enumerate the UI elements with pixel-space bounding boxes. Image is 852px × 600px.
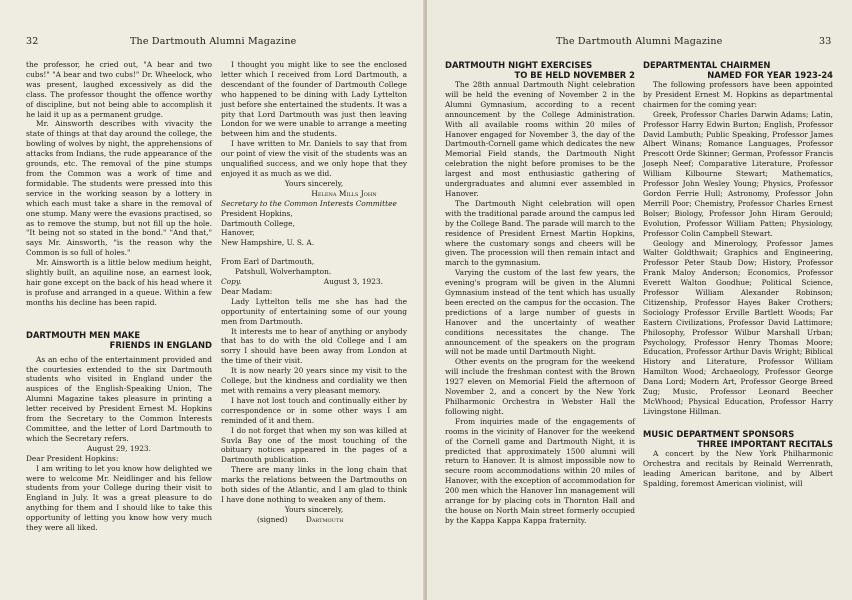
article-heading-departmental-chairmen <box>643 60 833 80</box>
page-number-left: 32 <box>26 36 39 47</box>
heading-line: THREE IMPORTANT RECITALS <box>697 438 833 449</box>
letter-closing: Yours sincerely, <box>284 504 344 514</box>
heading-line: TO BE HELD NOVEMBER 2 <box>514 70 635 80</box>
paragraph: Varying the custom of the last few years, the evening's program will be given in the Alumni Gymnasium instead of the tent which has usually been erected on the campus for the occasion. The predictions of a large number of guests in Hanover and the uncertainty of weather conditions necessitates the change. The announcement of the speakers on the program will not be made until Dartmouth Night. <box>445 268 635 357</box>
heading-line: DEPARTMENTAL CHAIRMEN <box>643 60 771 70</box>
paragraph: I have written to Mr. Daniels to say that from our point of view the visit of the students was an unqualified success, and we only hope that they enjoyed it as much as we did. <box>221 139 407 178</box>
paragraph: It interests me to hear of anything or anybody that has to do with the old College and I am sorry I should have been away from London at the time of their visit. <box>221 326 407 366</box>
paragraph: The 28th annual Dartmouth Night celebration will be held the evening of November 2 in the Alumni Gymnasium, according to a recent announcement by the College Administration. With all available rooms within 20 miles of Hanover engaged for November 3, the day of the Dartmouth-Cornell game which dedicates the new Memorial Field stands, the Dartmouth Night celebration the night before promises to be the largest and most enthusiastic gathering of undergraduates and alumni ever assembled in Hanover. <box>445 80 635 198</box>
letter-date: August 3, 1923. <box>323 277 383 287</box>
address-line: New Hampshire, U. S. A. <box>221 238 315 248</box>
right-column-1 <box>445 60 635 526</box>
letter-salutation: Dear Madam: <box>221 286 273 296</box>
address-line: President Hopkins, <box>221 208 293 218</box>
letter-signer: Helena Mills John <box>311 188 377 198</box>
paragraph: I have not lost touch and continually either by correspondence or in some other ways I am reminded of it and them. <box>221 395 407 425</box>
paragraph: The following professors have been appointed by President Ernest M. Hopkins as departmental chairmen for the coming year: <box>643 80 833 109</box>
left-column-2 <box>221 60 407 525</box>
page-number-right: 33 <box>819 36 832 47</box>
paragraph: Mr. Ainsworth is a little below medium height, slightly built, an aquiline nose, an earnest look, hair gone except on the back of his head where it is profuse and arranged in a queue. Within a few months his decline has been rapid. <box>26 258 212 307</box>
copy-date-line <box>221 277 407 287</box>
signed-label: (signed) <box>257 514 288 524</box>
paragraph: It is now nearly 20 years since my visit to the College, but the kindness and cordiality we then met with remains a very pleasant memory. <box>221 366 407 395</box>
paragraph: Lady Lyttelton tells me she has had the opportunity of entertaining some of our young men from Dartmouth. <box>221 296 407 326</box>
heading-line: NAMED FOR YEAR 1923-24 <box>707 70 833 80</box>
paragraph: Geology and Minerology, Professor James Walter Goldthwait; Graphics and Engineering, Professor Peter Staub Dow; History, Professor Frank Maloy Anderson; Economics, Professor Everett Walton Goodhue; Political Science, Professor William Alexander Robinson; Citizenship, Professor Hayes Baker Crothers; Sociology Professor Erville Bartlett Woods; Far Eastern Civilizations, Professor David Lattimore; Philosophy, Professor Wilbur Marshall Urban; Psychology, Professor Henry Thomas Moore; Education, Professor Arthur Davis Wright; Biblical History and Literature, Professor William Hamilton Wood; Archaeology, Professor George Dana Lord; Modern Art, Professor George Breed Zug; Music, Professor Leonard Beecher McWhood; Physical Education, Professor Harry Livingstone Hillman. <box>643 238 833 416</box>
paragraph: I am writing to let you know how delighted we were to welcome Mr. Neidlinger and his fellow students from your College during their visit to England in July. It was a great pleasure to do anything for them and I should like to take this opportunity of letting you know how very much they were all liked. <box>26 463 212 533</box>
paragraph: There are many links in the long chain that marks the relations between the Dartmouths on both sides of the Atlantic, and I am glad to think I have done nothing to weaken any of them. <box>221 465 407 504</box>
paragraph: As an echo of the entertainment provided and the courtesies extended to the six Dartmouth students who visited in England under the auspices of the English-Speaking Union, The Alumni Magazine takes pleasure in printing a letter received by President Ernest M. Hopkins from the Secretary to the Common Interests Committee, and the letter of Lord Dartmouth to which the Secretary refers. <box>26 354 212 443</box>
from-line: Patshull, Wolverhampton. <box>235 267 332 277</box>
running-title-right: The Dartmouth Alumni Magazine <box>556 36 723 47</box>
paragraph: Greek, Professor Charles Darwin Adams; Latin, Professor Harry Edwin Burton; English, Professor David Lambuth; Public Speaking, Professor James Albert Winans; Romance Languages, Professor Prescott Orde Skinner; German, Professor Francis Joseph Neef; Comparative Literature, Professor William Kilbourne Stewart; Mathematics, Professor John Wesley Young; Physics, Professor Gordon Ferrie Hull; Astronomy, Professor John Merrill Poor; Chemistry, Professor Charles Ernest Bolser; Biology, Professor John Hiram Gerould; Evolution, Professor William Patten; Physiology, Professor Colin Campbell Stewart. <box>643 109 833 238</box>
heading-line: MUSIC DEPARTMENT SPONSORS <box>643 428 795 439</box>
heading-line: FRIENDS IN ENGLAND <box>109 339 212 350</box>
signer-title: Secretary to the Common Interests Committee <box>221 198 397 208</box>
from-line: From Earl of Dartmouth, <box>221 257 315 267</box>
paragraph: The Dartmouth Night celebration will open with the traditional parade around the campus led by the College Band. The parade will march to the residence of President Ernest Martin Hopkins, where the customary songs and cheers will be given. The procession will then remain intact and march to the gymnasium. <box>445 198 635 268</box>
copy-label: Copy. <box>221 277 242 287</box>
left-page <box>0 0 425 600</box>
letter-closing: Yours sincerely, <box>284 178 344 188</box>
right-column-2 <box>643 60 833 488</box>
letter-date: August 29, 1923. <box>87 443 151 453</box>
paragraph: From inquiries made of the engagements of rooms in the vicinity of Hanover for the weekend of the Cornell game and Dartmouth Night, it is predicted that approximately 1500 alumni will return to Hanover. It is almost impossible now to secure room accommodations within 20 miles of Hanover, with the exception of accommodation for 200 men which the Hanover Inn management will arrange for by placing cots in Thornton Hall and the house on North Main street formerly occupied by the Kappa Kappa Kappa fraternity. <box>445 416 635 525</box>
paragraph: I do not forget that when my son was killed at Suvla Bay one of the most touching of the obituary notices appeared in the pages of a Dartmouth publication. <box>221 425 407 465</box>
article-heading-music-department <box>643 429 833 449</box>
letter-salutation: Dear President Hopkins: <box>26 453 119 463</box>
paragraph: A concert by the New York Philharmonic Orchestra and recitals by Reinald Werrenrath, leading American baritone, and by Albert Spalding, foremost American violinist, will <box>643 448 833 488</box>
left-column-1 <box>26 60 212 533</box>
article-heading-dartmouth-night <box>445 60 635 80</box>
paragraph: the professor, he cried out, "A bear and two cubs!" "A bear and two cubs!" Dr. Wheelock, who was present, laughed excessively as did the class. The professor thought the offence worthy of discipline, but not being able to accomplish it he laid it up as a permanent grudge. <box>26 60 212 119</box>
paragraph: Mr. Ainsworth describes with vivacity the state of things at that day around the college, the bowling of wolves by night, the apprehensions of attacks from Indians, the rude appearance of the grounds, etc. The removal of the pine stumps from the Common was a work of time and formidable. The students were pressed into this service in the working season by a lottery in which each must take a share in the removal of one stump. Many were the evasions practised, so as to remove the stump, but not fill up the hole. "It being not so stated in the bond." "And that," says Mr. Ainsworth, "is the reason why the Common is so full of holes." <box>26 119 213 258</box>
heading-line: DARTMOUTH NIGHT EXERCISES <box>445 60 593 70</box>
heading-line: DARTMOUTH MEN MAKE <box>26 329 141 340</box>
paragraph: I thought you might like to see the enclosed letter which I received from Lord Dartmouth, a descendant of the founder of Dartmouth College who happened to be dining with Lady Lyttelton just before she entertained the students. It was a pity that Lord Dartmouth was just then leaving London for we were unable to arrange a meeting between him and the students. <box>221 60 407 139</box>
article-heading-dartmouth-men <box>26 330 212 350</box>
letter-signer: Dartmouth <box>305 514 344 524</box>
running-title-left: The Dartmouth Alumni Magazine <box>130 36 297 47</box>
signature-line <box>221 515 407 525</box>
right-page <box>427 0 852 600</box>
address-line: Hanover, <box>221 228 255 238</box>
paragraph: Other events on the program for the weekend will include the freshman contest with the Brown 1927 eleven on Memorial Field the afternoon of November 2, and a concert by the New York Philharmonic Orchestra in Webster Hall the following night. <box>445 357 635 416</box>
address-line: Dartmouth College, <box>221 218 295 228</box>
